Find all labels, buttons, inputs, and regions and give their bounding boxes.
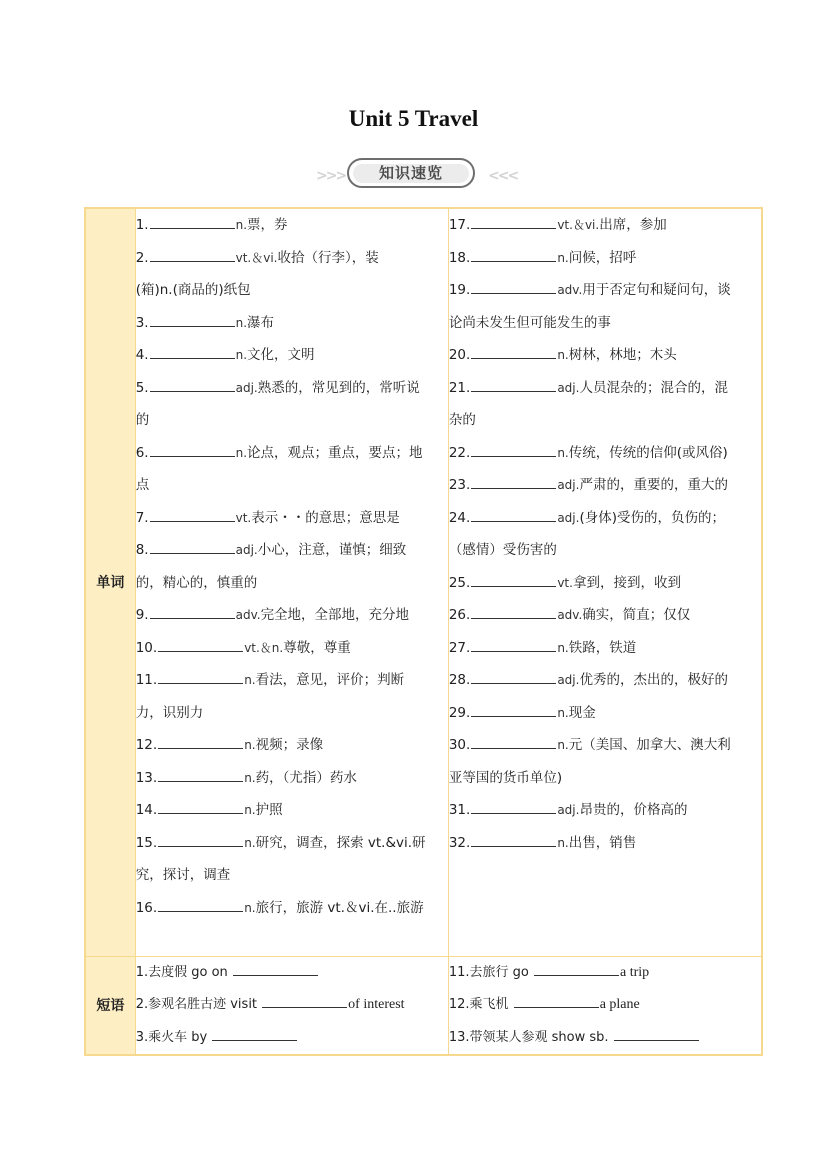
vocab-item [136, 339, 448, 372]
definition: 研究，调查，探索 vt.&vi.研 [255, 834, 426, 851]
definition: 杂的 [448, 412, 476, 428]
section-banner [0, 158, 827, 192]
phrase-suffix: a trip [620, 964, 650, 980]
item-number: 18. [448, 249, 471, 266]
item-number: 5. [135, 379, 149, 396]
definition: 完全地，全部地，充分地 [260, 607, 410, 623]
part-of-speech: adv. [557, 608, 583, 622]
answer-blank[interactable] [471, 834, 556, 847]
part-of-speech: vt.＆n. [244, 640, 284, 655]
answer-blank[interactable] [471, 281, 556, 294]
answer-blank[interactable] [158, 639, 243, 652]
answer-blank[interactable] [471, 216, 556, 229]
part-of-speech: adj. [557, 478, 580, 492]
vocab-item [449, 372, 761, 405]
vocab-item [449, 404, 761, 437]
answer-blank[interactable] [150, 509, 235, 522]
vocab-table [84, 207, 763, 1056]
phrase-text: 带领某人参观 show sb. [469, 1029, 609, 1045]
item-number: 2. [135, 249, 149, 266]
vocab-item [136, 567, 448, 600]
definition: 亚等国的货币单位) [448, 769, 563, 786]
vocab-category-cell [85, 208, 135, 956]
phrase-category-cell [85, 956, 135, 1055]
answer-blank[interactable] [471, 736, 556, 749]
vocab-item [449, 794, 761, 827]
vocab-item [136, 729, 448, 762]
vocab-item [449, 502, 761, 535]
definition: 的 [135, 412, 150, 428]
part-of-speech: vt.＆vi. [557, 218, 600, 232]
part-of-speech: vt. [235, 510, 252, 525]
definition: 人员混杂的；混合的，混 [579, 379, 728, 396]
answer-blank[interactable] [471, 671, 556, 684]
vocab-item [136, 242, 448, 275]
definition: 小心，注意，谨慎；细致 [257, 542, 407, 558]
vocab-left-column [135, 208, 448, 956]
answer-blank[interactable] [471, 574, 556, 587]
part-of-speech: vt.＆vi. [235, 250, 278, 265]
item-number: 21. [448, 379, 471, 396]
answer-blank[interactable] [150, 444, 235, 457]
phrase-text: 乘火车 by [148, 1029, 208, 1045]
answer-blank[interactable] [158, 801, 243, 814]
phrase-category-label: 短语 [96, 998, 125, 1015]
vocab-item [449, 632, 761, 665]
definition: 出席，参加 [599, 217, 667, 233]
vocab-item [136, 534, 448, 567]
definition: 拿到，接到，收到 [572, 574, 681, 591]
part-of-speech: n. [235, 348, 248, 362]
answer-blank[interactable] [150, 249, 235, 262]
part-of-speech: n. [244, 770, 256, 785]
definition: 确实，简直；仅仅 [582, 607, 691, 623]
phrase-item [449, 989, 761, 1022]
part-of-speech: n. [244, 673, 256, 687]
vocab-item [449, 469, 761, 502]
item-number: 9. [135, 607, 149, 623]
phrase-item [449, 1022, 761, 1055]
item-number: 3. [135, 314, 149, 331]
part-of-speech: vt. [557, 575, 573, 590]
vocab-item [449, 534, 761, 567]
vocab-item [449, 729, 761, 762]
part-of-speech: n. [244, 835, 256, 850]
answer-blank[interactable] [471, 346, 556, 359]
item-number: 13. [135, 769, 158, 786]
item-number: 25. [448, 574, 471, 591]
definition: 的，精心的，慎重的 [135, 574, 258, 591]
item-number: 28. [448, 672, 471, 688]
item-number: 12. [135, 737, 158, 753]
item-number: 11. [448, 964, 470, 980]
item-number: 32. [448, 834, 471, 851]
item-number: 13. [448, 1029, 470, 1045]
vocab-item [136, 307, 448, 340]
part-of-speech: n. [557, 738, 569, 752]
answer-blank[interactable] [158, 834, 243, 847]
part-of-speech: n. [235, 315, 248, 330]
phrase-suffix: of interest [348, 997, 405, 1012]
vocab-item [449, 664, 761, 697]
vocab-category-label: 单词 [96, 575, 125, 592]
part-of-speech: n. [235, 445, 248, 460]
vocab-item [136, 827, 448, 860]
item-number: 22. [448, 444, 471, 461]
vocab-item [449, 567, 761, 600]
part-of-speech: adv. [557, 283, 583, 297]
definition: 究，探讨，调查 [135, 867, 231, 883]
definition: 点 [135, 477, 150, 493]
answer-blank[interactable] [150, 379, 235, 392]
phrase-item [136, 1022, 448, 1055]
answer-blank[interactable] [471, 509, 556, 522]
vocab-item [136, 274, 448, 307]
item-number: 1. [135, 964, 149, 980]
definition: 力，识别力 [135, 704, 204, 721]
vocab-item [136, 664, 448, 697]
item-number: 2. [135, 997, 149, 1012]
answer-blank[interactable] [471, 444, 556, 457]
part-of-speech: n. [557, 445, 569, 460]
part-of-speech: n. [557, 705, 569, 720]
answer-blank[interactable] [158, 736, 243, 749]
definition: 护照 [255, 802, 283, 818]
definition: 铁路，铁道 [568, 639, 637, 656]
right-arrows-icon: >>> [316, 168, 346, 184]
phrase-item [136, 989, 448, 1022]
vocab-item [136, 794, 448, 827]
answer-blank[interactable] [514, 995, 599, 1008]
definition: 问候，招呼 [568, 249, 637, 266]
phrase-text: 乘飞机 [469, 997, 509, 1012]
definition: （感情）受伤害的 [448, 542, 557, 558]
vocab-item [136, 437, 448, 470]
part-of-speech: adj. [557, 380, 580, 395]
vocab-item [449, 762, 761, 795]
part-of-speech: adj. [557, 510, 580, 525]
part-of-speech: adj. [557, 673, 580, 687]
answer-blank[interactable] [150, 606, 235, 619]
definition: 论点，观点；重点，要点；地 [247, 444, 423, 461]
vocab-item [136, 762, 448, 795]
vocab-item [136, 372, 448, 405]
part-of-speech: n. [557, 835, 569, 850]
definition: 树林，林地；木头 [568, 347, 677, 363]
part-of-speech: n. [235, 218, 248, 232]
item-number: 12. [448, 997, 470, 1012]
definition: 用于否定句和疑问句，谈 [582, 282, 731, 298]
definition: 表示・・的意思；意思是 [251, 509, 400, 526]
item-number: 16. [135, 899, 158, 916]
answer-blank[interactable] [150, 346, 235, 359]
definition: 昂贵的，价格高的 [579, 802, 688, 818]
vocab-right-column [448, 208, 762, 956]
left-arrows-icon: <<< [488, 168, 518, 184]
phrase-text: 去旅行 go [469, 964, 529, 980]
definition: 文化，文明 [247, 347, 315, 363]
answer-blank[interactable] [150, 541, 235, 554]
definition: 现金 [568, 704, 596, 721]
part-of-speech: n. [244, 738, 256, 752]
part-of-speech: n. [244, 803, 256, 817]
phrase-left-column [135, 956, 448, 1055]
definition: 严肃的，重要的，重大的 [579, 477, 728, 493]
definition: 论尚未发生但可能发生的事 [448, 314, 611, 331]
answer-blank[interactable] [150, 314, 235, 327]
vocab-item [449, 274, 761, 307]
item-number: 23. [448, 477, 471, 493]
part-of-speech: n. [557, 640, 569, 655]
phrase-suffix: a plane [599, 997, 640, 1012]
vocab-item [136, 859, 448, 892]
answer-blank[interactable] [471, 379, 556, 392]
answer-blank[interactable] [150, 216, 235, 229]
item-number: 4. [135, 347, 149, 363]
definition: 收拾（行李），装 [277, 249, 379, 266]
definition: 旅行，旅游 vt.＆vi.在..旅游 [255, 899, 424, 916]
vocab-item [449, 339, 761, 372]
item-number: 26. [448, 607, 471, 623]
definition: 熟悉的，常见到的，常听说 [257, 379, 420, 396]
item-number: 31. [448, 802, 471, 818]
answer-blank[interactable] [212, 1028, 297, 1041]
vocab-item [136, 502, 448, 535]
phrase-item [449, 957, 761, 990]
item-number: 30. [448, 737, 471, 753]
definition: (箱)n.(商品的)纸包 [135, 282, 251, 298]
item-number: 10. [135, 639, 158, 656]
vocab-item [449, 307, 761, 340]
item-number: 8. [135, 542, 149, 558]
part-of-speech: adj. [235, 543, 258, 557]
definition: 元（美国、加拿大、澳大利 [568, 737, 731, 753]
vocab-item [449, 437, 761, 470]
definition: (身体)受伤的，负伤的； [579, 509, 725, 526]
vocab-item [136, 892, 448, 925]
definition: 优秀的，杰出的，极好的 [579, 672, 728, 688]
part-of-speech: adj. [557, 803, 580, 817]
item-number: 27. [448, 639, 471, 656]
item-number: 6. [135, 444, 149, 461]
vocab-item [449, 599, 761, 632]
definition: 出售，销售 [568, 834, 637, 851]
answer-blank[interactable] [262, 995, 347, 1008]
item-number: 20. [448, 347, 471, 363]
answer-blank[interactable] [471, 639, 556, 652]
item-number: 19. [448, 282, 471, 298]
answer-blank[interactable] [233, 963, 318, 976]
page-title: Unit 5 Travel [348, 106, 479, 131]
part-of-speech: n. [244, 900, 256, 915]
vocab-item [136, 632, 448, 665]
phrase-text: 去度假 go on [148, 964, 228, 980]
answer-blank[interactable] [471, 606, 556, 619]
vocab-item [449, 242, 761, 275]
answer-blank[interactable] [471, 249, 556, 262]
definition: 传统，传统的信仰(或风俗) [568, 444, 728, 461]
vocab-item [136, 469, 448, 502]
vocab-item [136, 209, 448, 242]
definition: 票，券 [247, 217, 288, 233]
answer-blank[interactable] [614, 1028, 699, 1041]
answer-blank[interactable] [471, 801, 556, 814]
item-number: 15. [135, 834, 158, 851]
vocab-item [136, 404, 448, 437]
part-of-speech: n. [557, 348, 569, 362]
banner-label: 知识速览 [378, 164, 443, 182]
definition: 视频；录像 [255, 737, 324, 753]
answer-blank[interactable] [158, 769, 243, 782]
part-of-speech: adv. [235, 608, 261, 622]
vocab-item [449, 209, 761, 242]
banner-badge [347, 158, 475, 188]
definition: 尊敬，尊重 [283, 639, 351, 656]
answer-blank[interactable] [471, 476, 556, 489]
part-of-speech: adj. [235, 380, 258, 395]
item-number: 11. [135, 672, 158, 688]
phrase-text: 参观名胜古迹 visit [148, 997, 258, 1012]
item-number: 17. [448, 217, 471, 233]
vocab-item [136, 697, 448, 730]
item-number: 3. [135, 1029, 149, 1045]
definition: 看法，意见，评价；判断 [255, 672, 405, 688]
vocab-item [449, 827, 761, 860]
item-number: 1. [135, 217, 149, 233]
vocab-item [136, 599, 448, 632]
answer-blank[interactable] [158, 671, 243, 684]
part-of-speech: n. [557, 250, 569, 265]
answer-blank[interactable] [471, 704, 556, 717]
phrase-item [136, 957, 448, 990]
item-number: 14. [135, 802, 158, 818]
item-number: 24. [448, 509, 471, 526]
definition: 药，（尤指）药水 [255, 769, 357, 786]
phrase-right-column [448, 956, 762, 1055]
definition: 瀑布 [247, 314, 275, 331]
item-number: 29. [448, 704, 471, 721]
item-number: 7. [135, 509, 149, 526]
answer-blank[interactable] [158, 899, 243, 912]
vocab-item [449, 697, 761, 730]
answer-blank[interactable] [534, 963, 619, 976]
